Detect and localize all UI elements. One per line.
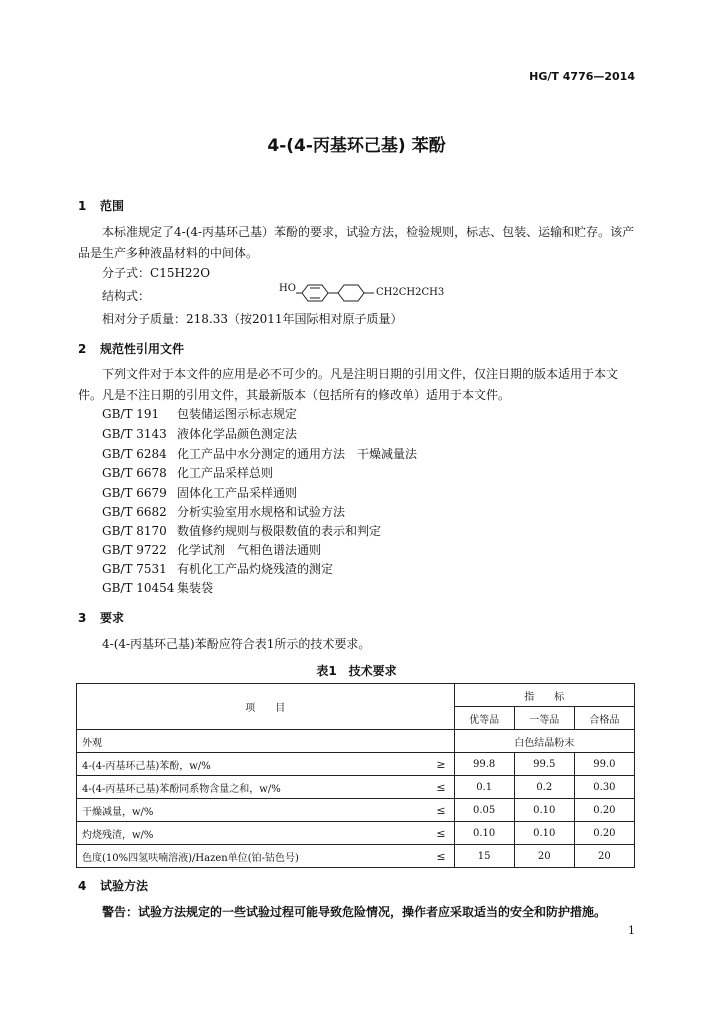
molecular-mass-line: 相对分子质量：218.33（按2011年国际相对原子质量） bbox=[102, 312, 403, 326]
reference-item bbox=[102, 405, 297, 422]
technical-requirements-table bbox=[76, 683, 635, 868]
table-row bbox=[77, 730, 635, 753]
reference-item bbox=[102, 579, 213, 596]
value-cell: 0.20 bbox=[574, 822, 634, 845]
section-2-heading bbox=[78, 340, 184, 357]
item-cell: 4-(4-丙基环己基)苯酚同系物含量之和，w/% bbox=[77, 776, 426, 799]
grade-header: 一等品 bbox=[514, 707, 574, 730]
reference-title: 化工产品中水分测定的通用方法 干燥减量法 bbox=[177, 447, 418, 461]
limit-symbol: ≤ bbox=[426, 845, 455, 868]
requirements-intro: 4-(4-丙基环己基)苯酚应符合表1所示的技术要求。 bbox=[102, 637, 371, 651]
reference-title: 液体化学品颜色测定法 bbox=[177, 427, 298, 441]
reference-item bbox=[102, 464, 273, 481]
value-cell: 20 bbox=[574, 845, 634, 868]
structure-right-group: CH2CH2CH3 bbox=[376, 287, 445, 298]
section-number: 2 bbox=[78, 342, 87, 356]
reference-title: 数值修约规则与极限数值的表示和判定 bbox=[177, 524, 382, 538]
reference-code: GB/T 8170 bbox=[102, 524, 167, 538]
molecular-formula-line bbox=[102, 264, 210, 281]
reference-code: GB/T 6284 bbox=[102, 447, 167, 461]
structure-label: 结构式： bbox=[102, 289, 151, 303]
value-cell: 0.20 bbox=[574, 799, 634, 822]
normative-references-intro: 下列文件对于本文件的应用是必不可少的。凡是注明日期的引用文件，仅注日期的版本适用于本文件。凡是不注日期的引用文件，其最新版本（包括所有的修改单）适用于本文件。 bbox=[78, 367, 619, 402]
value-cell: 0.10 bbox=[514, 822, 574, 845]
item-cell: 灼烧残渣，w/% bbox=[77, 822, 426, 845]
section-4-heading bbox=[78, 877, 148, 894]
limit-symbol: ≤ bbox=[426, 799, 455, 822]
section-title: 范围 bbox=[100, 199, 125, 213]
section-title: 试验方法 bbox=[100, 879, 149, 893]
limit-symbol: ≤ bbox=[426, 822, 455, 845]
reference-code: GB/T 6678 bbox=[102, 466, 167, 480]
structure-left-group: HO bbox=[279, 283, 296, 294]
section-number: 4 bbox=[78, 879, 87, 893]
item-cell: 色度(10%四氢呋喃溶液)/Hazen单位(铂-钴色号) bbox=[77, 845, 426, 868]
section-number: 3 bbox=[78, 611, 87, 625]
reference-title: 化工产品采样总则 bbox=[177, 466, 274, 480]
reference-item bbox=[102, 425, 297, 442]
reference-title: 固体化工产品采样通则 bbox=[177, 486, 298, 500]
value-cell: 20 bbox=[514, 845, 574, 868]
value-cell: 15 bbox=[454, 845, 514, 868]
item-cell: 外观 bbox=[77, 730, 455, 753]
reference-item bbox=[102, 503, 345, 520]
reference-item bbox=[102, 560, 333, 577]
section-number: 1 bbox=[78, 199, 87, 213]
reference-item bbox=[102, 522, 381, 539]
reference-title: 分析实验室用水规格和试验方法 bbox=[177, 505, 346, 519]
column-header-index: 指 标 bbox=[454, 684, 634, 707]
item-cell: 4-(4-丙基环己基)苯酚，w/% bbox=[77, 753, 426, 776]
reference-code: GB/T 10454 bbox=[102, 581, 175, 595]
merged-value-cell: 白色结晶粉末 bbox=[454, 730, 634, 753]
reference-title: 有机化工产品灼烧残渣的测定 bbox=[177, 562, 334, 576]
reference-code: GB/T 9722 bbox=[102, 543, 167, 557]
section-title: 规范性引用文件 bbox=[100, 342, 185, 356]
item-cell: 干燥减量，w/% bbox=[77, 799, 426, 822]
grade-header: 合格品 bbox=[574, 707, 634, 730]
value-cell: 0.30 bbox=[574, 776, 634, 799]
value-cell: 0.05 bbox=[454, 799, 514, 822]
section-3-heading bbox=[78, 609, 124, 626]
value-cell: 99.0 bbox=[574, 753, 634, 776]
value-cell: 0.10 bbox=[454, 822, 514, 845]
table-row bbox=[77, 845, 635, 868]
standard-code: HG/T 4776—2014 bbox=[529, 70, 635, 83]
grade-header: 优等品 bbox=[454, 707, 514, 730]
reference-title: 集装袋 bbox=[177, 581, 214, 595]
table-row bbox=[77, 799, 635, 822]
table-caption: 表1 技术要求 bbox=[316, 664, 397, 678]
benzene-ring bbox=[302, 285, 328, 301]
column-header-item: 项 目 bbox=[77, 684, 455, 730]
value-cell: 0.2 bbox=[514, 776, 574, 799]
cyclohexane-ring bbox=[338, 285, 364, 301]
value-cell: 0.1 bbox=[454, 776, 514, 799]
reference-code: GB/T 6682 bbox=[102, 505, 167, 519]
formula-label: 分子式： bbox=[102, 266, 151, 280]
table-row bbox=[77, 753, 635, 776]
reference-title: 包装储运图示标志规定 bbox=[177, 407, 298, 421]
value-cell: 99.8 bbox=[454, 753, 514, 776]
reference-code: GB/T 6679 bbox=[102, 486, 167, 500]
safety-warning: 警告：试验方法规定的一些试验过程可能导致危险情况，操作者应采取适当的安全和防护措施。 bbox=[102, 905, 607, 919]
reference-title: 化学试剂 气相色谱法通则 bbox=[177, 543, 322, 557]
reference-item bbox=[102, 445, 417, 462]
reference-item bbox=[102, 484, 297, 501]
reference-item bbox=[102, 541, 321, 558]
scope-paragraph: 本标准规定了4-(4-丙基环己基）苯酚的要求，试验方法，检验规则，标志、包装、运输和贮存。该产品是生产多种液晶材料的中间体。 bbox=[78, 225, 635, 260]
section-title: 要求 bbox=[100, 611, 125, 625]
table-row bbox=[77, 822, 635, 845]
section-1-heading bbox=[78, 197, 124, 214]
table-header-row bbox=[77, 684, 635, 707]
structural-formula-diagram bbox=[296, 281, 374, 305]
value-cell: 0.10 bbox=[514, 799, 574, 822]
value-cell: 99.5 bbox=[514, 753, 574, 776]
reference-code: GB/T 3143 bbox=[102, 427, 167, 441]
reference-code: GB/T 191 bbox=[102, 407, 160, 421]
table-row bbox=[77, 776, 635, 799]
limit-symbol: ≤ bbox=[426, 776, 455, 799]
page-number: 1 bbox=[628, 924, 635, 937]
document-title: 4-(4-丙基环己基) 苯酚 bbox=[267, 136, 446, 156]
reference-code: GB/T 7531 bbox=[102, 562, 167, 576]
limit-symbol: ≥ bbox=[426, 753, 455, 776]
molecular-formula: C15H22O bbox=[150, 266, 211, 280]
